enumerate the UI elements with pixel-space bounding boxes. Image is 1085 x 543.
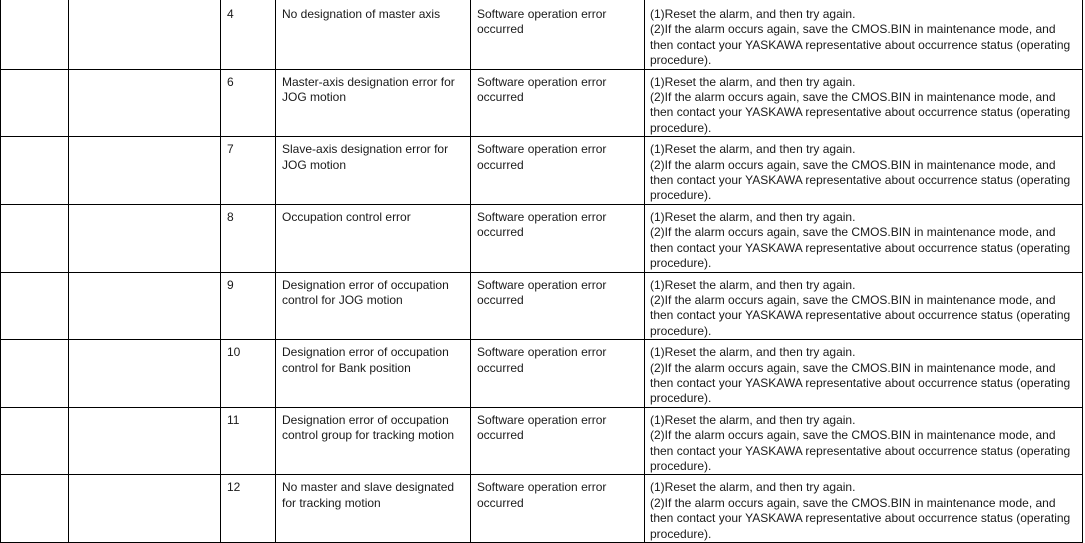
table-row (1, 0, 1083, 69)
remedy-step-2: (2)If the alarm occurs again, save the CMOS.BIN in maintenance mode, and then contact your YASKAWA representative about occurrence status (operating procedure). (650, 292, 1071, 338)
sub-code: 9 (227, 277, 234, 292)
remedy-cell (645, 204, 1083, 272)
remedy-step-2: (2)If the alarm occurs again, save the CMOS.BIN in maintenance mode, and then contact your YASKAWA representative about occurrence status (operating procedure). (650, 428, 1071, 473)
meaning: Software operation error occurred (477, 209, 607, 240)
sub-code-cell (221, 340, 276, 408)
table-row (1, 475, 1083, 543)
alarm-detail-cell (276, 204, 471, 272)
remedy-step-1: (1)Reset the alarm, and then try again. (650, 142, 856, 157)
meaning: Software operation error occurred (477, 7, 607, 37)
remedy-step-1: (1)Reset the alarm, and then try again. (650, 74, 856, 89)
sub-code-cell (221, 204, 276, 272)
meaning: Software operation error occurred (477, 412, 607, 443)
alarm-number-cell-empty (1, 475, 69, 543)
alarm-detail: No designation of master axis (282, 7, 441, 21)
meaning: Software operation error occurred (477, 277, 607, 307)
meaning: Software operation error occurred (477, 345, 607, 375)
meaning-cell (471, 0, 645, 69)
alarm-detail-cell (276, 69, 471, 137)
alarm-table-body (1, 0, 1083, 543)
table-row (1, 137, 1083, 205)
alarm-detail: No master and slave designated for tracking motion (282, 480, 455, 510)
alarm-name-cell-empty (69, 272, 221, 340)
alarm-detail-cell (276, 340, 471, 408)
sub-code-cell (221, 0, 276, 69)
meaning-cell (471, 204, 645, 272)
remedy-step-1: (1)Reset the alarm, and then try again. (650, 277, 856, 292)
remedy-step-2: (2)If the alarm occurs again, save the CMOS.BIN in maintenance mode, and then contact your YASKAWA representative about occurrence status (operating procedure). (650, 22, 1071, 68)
table-row (1, 407, 1083, 475)
meaning: Software operation error occurred (477, 74, 607, 105)
remedy-step-2: (2)If the alarm occurs again, save the CMOS.BIN in maintenance mode, and then contact your YASKAWA representative about occurrence status (operating procedure). (650, 90, 1071, 135)
remedy-step-1: (1)Reset the alarm, and then try again. (650, 412, 856, 427)
alarm-detail: Occupation control error (282, 209, 411, 224)
alarm-name-cell-empty (69, 69, 221, 137)
remedy-step-2: (2)If the alarm occurs again, save the CMOS.BIN in maintenance mode, and then contact your YASKAWA representative about occurrence status (operating procedure). (650, 360, 1071, 406)
remedy-step-1: (1)Reset the alarm, and then try again. (650, 480, 856, 495)
alarm-name-cell-empty (69, 137, 221, 205)
alarm-number-cell-empty (1, 407, 69, 475)
remedy-step-2: (2)If the alarm occurs again, save the CMOS.BIN in maintenance mode, and then contact your YASKAWA representative about occurrence status (operating procedure). (650, 225, 1071, 271)
alarm-detail-cell (276, 0, 471, 69)
alarm-detail-cell (276, 407, 471, 475)
meaning-cell (471, 407, 645, 475)
sub-code-cell (221, 475, 276, 543)
alarm-detail-cell (276, 272, 471, 340)
alarm-name-cell-empty (69, 475, 221, 543)
meaning-cell (471, 272, 645, 340)
sub-code: 7 (227, 142, 234, 157)
alarm-number-cell-empty (1, 137, 69, 205)
alarm-detail-cell (276, 137, 471, 205)
remedy-step-2: (2)If the alarm occurs again, save the CMOS.BIN in maintenance mode, and then contact your YASKAWA representative about occurrence status (operating procedure). (650, 495, 1071, 541)
meaning: Software operation error occurred (477, 142, 607, 172)
table-row (1, 69, 1083, 137)
meaning-cell (471, 475, 645, 543)
alarm-number-cell-empty (1, 0, 69, 69)
sub-code-cell (221, 137, 276, 205)
sub-code: 12 (227, 480, 241, 495)
meaning-cell (471, 69, 645, 137)
alarm-name-cell-empty (69, 0, 221, 69)
sub-code-cell (221, 69, 276, 137)
remedy-step-1: (1)Reset the alarm, and then try again. (650, 7, 856, 21)
remedy-step-1: (1)Reset the alarm, and then try again. (650, 345, 856, 360)
alarm-detail: Designation error of occupation control for JOG motion (282, 277, 449, 307)
remedy-cell (645, 272, 1083, 340)
table-row (1, 272, 1083, 340)
meaning-cell (471, 340, 645, 408)
remedy-cell (645, 137, 1083, 205)
remedy-step-1: (1)Reset the alarm, and then try again. (650, 209, 856, 224)
table-row (1, 340, 1083, 408)
alarm-name-cell-empty (69, 407, 221, 475)
remedy-cell (645, 0, 1083, 69)
meaning: Software operation error occurred (477, 480, 607, 510)
remedy-cell (645, 69, 1083, 137)
alarm-detail: Master-axis designation error for JOG motion (282, 74, 455, 105)
alarm-name-cell-empty (69, 340, 221, 408)
sub-code: 8 (227, 209, 234, 224)
sub-code: 10 (227, 345, 241, 360)
sub-code: 4 (227, 7, 234, 21)
alarm-detail: Slave-axis designation error for JOG motion (282, 142, 449, 172)
alarm-number-cell-empty (1, 204, 69, 272)
alarm-detail: Designation error of occupation control for Bank position (282, 345, 449, 375)
remedy-cell (645, 475, 1083, 543)
alarm-name-cell-empty (69, 204, 221, 272)
alarm-number-cell-empty (1, 340, 69, 408)
sub-code-cell (221, 272, 276, 340)
table-row (1, 204, 1083, 272)
meaning-cell (471, 137, 645, 205)
sub-code: 11 (227, 412, 240, 427)
remedy-cell (645, 407, 1083, 475)
sub-code: 6 (227, 74, 234, 89)
alarm-number-cell-empty (1, 69, 69, 137)
alarm-number-cell-empty (1, 272, 69, 340)
alarm-detail: Designation error of occupation control group for tracking motion (282, 412, 455, 443)
remedy-step-2: (2)If the alarm occurs again, save the CMOS.BIN in maintenance mode, and then contact your YASKAWA representative about occurrence status (operating procedure). (650, 157, 1071, 203)
sub-code-cell (221, 407, 276, 475)
remedy-cell (645, 340, 1083, 408)
alarm-detail-cell (276, 475, 471, 543)
